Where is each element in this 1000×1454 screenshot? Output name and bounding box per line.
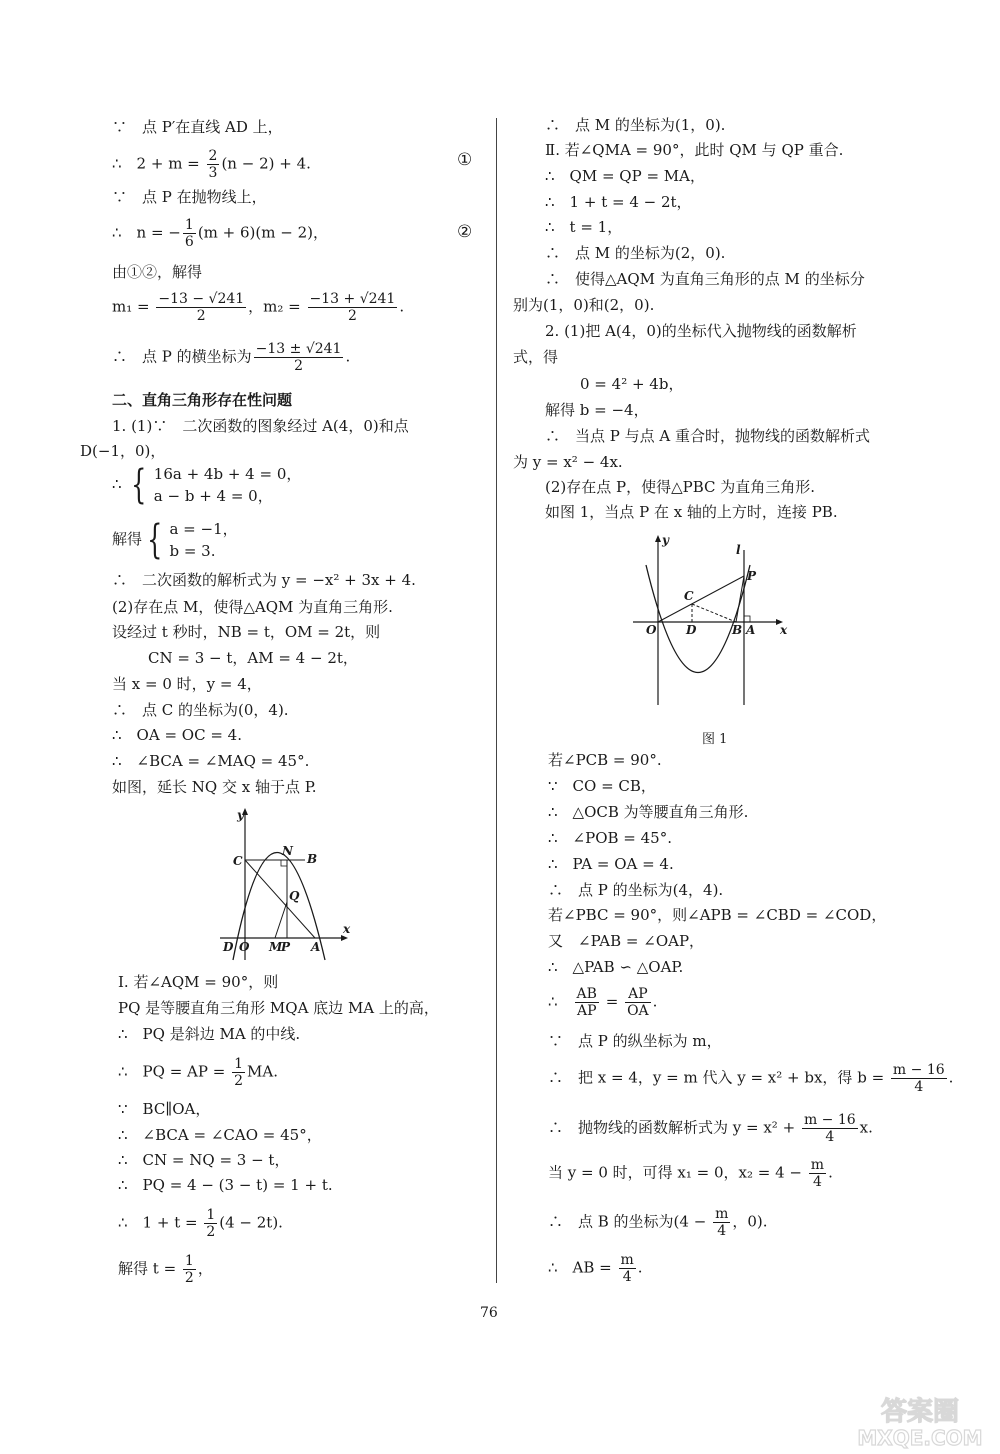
left-line-21: Ⅰ. 若∠AQM = 90°，则 xyxy=(118,973,279,991)
left-line-7: ∴ 点 P 的横坐标为 $\frac{-13 \pm √241}{2}$ . xyxy=(112,341,351,374)
right-line-29: ∴ 抛物线的函数解析式为 y = x² + $\frac{m - 16}{4}$ x. xyxy=(548,1112,873,1145)
left-line-4: ∴ n = − $\frac{1}{6}$ (m + 6)(m − 2)， xyxy=(112,217,328,250)
left-line-26: ∴ ∠BCA = ∠CAO = 45°， xyxy=(118,1126,322,1144)
left-parabola-figure xyxy=(215,805,355,965)
left-line-14: 设经过 t 秒时，NB = t，OM = 2t，则 xyxy=(112,623,381,641)
right-line-30: 当 y = 0 时，可得 x₁ = 0，x₂ = 4 − $\frac{m}{4}$ . xyxy=(548,1157,833,1190)
left-line-25: ∵ BC∥OA， xyxy=(118,1100,211,1118)
right-line-10: 式，得 xyxy=(513,348,559,366)
label-B: B xyxy=(732,623,743,637)
label-D: D xyxy=(686,623,697,637)
label-Q: Q xyxy=(289,889,300,903)
left-line-12: ∴ 二次函数的解析式为 y = −x² + 3x + 4. xyxy=(112,571,416,589)
right-line-28: ∴ 把 x = 4，y = m 代入 y = x² + bx，得 b = $\frac{m - 16}{4}$ . xyxy=(548,1062,954,1095)
label-l: l xyxy=(736,543,741,557)
left-line-30: 解得 t = $\frac{1}{2}$ ， xyxy=(118,1253,213,1286)
label-y: y xyxy=(237,808,244,822)
left-line-1: ∵ 点 P′在直线 AD 上， xyxy=(112,118,283,136)
label-y: y xyxy=(662,533,669,547)
right-line-31: ∴ 点 B 的坐标为(4 − $\frac{m}{4}$ ，0). xyxy=(548,1206,768,1239)
label-M: M xyxy=(269,940,283,954)
left-system-1: ∴ { 16a + 4b + 4 = 0， a − b + 4 = 0， xyxy=(112,462,302,508)
svg-text:答案圈: 答案圈 xyxy=(880,1397,960,1427)
right-line-22: ∴ 点 P 的坐标为(4，4). xyxy=(548,881,724,899)
label-P: P xyxy=(747,569,757,583)
left-line-27: ∴ CN = NQ = 3 − t， xyxy=(118,1151,290,1169)
right-line-12: 解得 b = −4， xyxy=(545,401,649,419)
equation-marker-1: ① xyxy=(457,150,473,170)
right-line-17: 若∠PCB = 90°. xyxy=(548,751,662,769)
equation-marker-2: ② xyxy=(457,222,473,242)
right-line-21: ∴ PA = OA = 4. xyxy=(548,855,674,873)
right-line-24: 又 ∠PAB = ∠OAP， xyxy=(548,932,705,950)
watermark-logo xyxy=(845,1390,995,1450)
label-A: A xyxy=(311,940,321,954)
page-number: 76 xyxy=(480,1305,498,1321)
left-system-2: 解得 { a = −1， b = 3. xyxy=(112,517,238,563)
figure-1-caption: 图 1 xyxy=(702,732,728,747)
right-line-20: ∴ ∠POB = 45°. xyxy=(548,829,672,847)
left-line-6: m₁ = $\frac{-13 - √241}{2}$ ，m₂ = $\frac{-13 + √241}{2}$ . xyxy=(112,291,405,324)
left-line-3: ∵ 点 P 在抛物线上， xyxy=(112,188,267,206)
left-line-24: ∴ PQ = AP = $\frac{1}{2}$ MA. xyxy=(118,1056,278,1089)
left-line-29: ∴ 1 + t = $\frac{1}{2}$ (4 − 2t). xyxy=(118,1207,283,1240)
right-line-8: 别为(1，0)和(2，0). xyxy=(513,296,655,314)
label-P: P xyxy=(281,940,291,954)
right-line-27: ∵ 点 P 的纵坐标为 m， xyxy=(548,1032,722,1050)
right-line-26: ∴ $\frac{AB}{AP}$ = $\frac{AP}{OA}$ . xyxy=(548,986,658,1019)
right-line-25: ∴ △PAB ∽ △OAP. xyxy=(548,958,684,976)
right-line-14: 为 y = x² − 4x. xyxy=(513,453,623,471)
left-line-19: ∴ ∠BCA = ∠MAQ = 45°. xyxy=(112,752,310,770)
label-A: A xyxy=(746,623,756,637)
right-line-11: 0 = 4² + 4b， xyxy=(580,375,684,393)
right-line-23: 若∠PBC = 90°，则∠APB = ∠CBD = ∠COD， xyxy=(548,906,887,924)
left-line-9: D(−1，0)， xyxy=(80,442,166,460)
label-B: B xyxy=(307,852,318,866)
left-line-17: ∴ 点 C 的坐标为(0，4). xyxy=(112,701,289,719)
right-parabola-figure xyxy=(628,530,798,710)
right-line-16: 如图 1，当点 P 在 x 轴的上方时，连接 PB. xyxy=(545,503,838,521)
label-O: O xyxy=(646,623,657,637)
svg-text:MXQE.COM: MXQE.COM xyxy=(857,1426,983,1450)
label-x: x xyxy=(343,922,351,936)
label-O: O xyxy=(239,940,250,954)
right-line-4: ∴ 1 + t = 4 − 2t， xyxy=(545,193,692,211)
right-line-13: ∴ 当点 P 与点 A 重合时，抛物线的函数解析式 xyxy=(545,427,870,445)
column-divider xyxy=(496,118,497,1283)
label-N: N xyxy=(282,844,293,858)
right-line-7: ∴ 使得△AQM 为直角三角形的点 M 的坐标分 xyxy=(545,270,865,288)
right-line-19: ∴ △OCB 为等腰直角三角形. xyxy=(548,803,749,821)
right-line-1: ∴ 点 M 的坐标为(1，0). xyxy=(545,116,726,134)
left-line-2: ∴ 2 + m = $\frac{2}{3}$ (n − 2) + 4. xyxy=(112,148,311,181)
left-line-18: ∴ OA = OC = 4. xyxy=(112,726,242,744)
left-line-22: PQ 是等腰直角三角形 MQA 底边 MA 上的高， xyxy=(118,999,439,1017)
right-line-9: 2. (1)把 A(4，0)的坐标代入抛物线的函数解析 xyxy=(545,322,857,340)
right-line-5: ∴ t = 1， xyxy=(545,218,623,236)
left-line-20: 如图，延长 NQ 交 x 轴于点 P. xyxy=(112,778,317,796)
right-line-3: ∴ QM = QP = MA， xyxy=(545,167,705,185)
left-line-28: ∴ PQ = 4 − (3 − t) = 1 + t. xyxy=(118,1176,333,1194)
right-line-18: ∵ CO = CB， xyxy=(548,777,656,795)
fraction: $\frac{2}{3}$ xyxy=(208,148,218,181)
right-line-15: (2)存在点 P，使得△PBC 为直角三角形. xyxy=(545,478,816,496)
left-line-13: (2)存在点 M，使得△AQM 为直角三角形. xyxy=(112,598,393,616)
left-line-8: 1. (1)∵ 二次函数的图象经过 A(4，0)和点 xyxy=(112,417,409,435)
left-line-5: 由①②，解得 xyxy=(112,263,203,281)
right-line-2: Ⅱ. 若∠QMA = 90°，此时 QM 与 QP 重合. xyxy=(545,141,844,159)
right-line-32: ∴ AB = $\frac{m}{4}$ . xyxy=(548,1252,643,1285)
left-line-23: ∴ PQ 是斜边 MA 的中线. xyxy=(118,1025,301,1043)
label-C: C xyxy=(684,589,694,603)
label-D: D xyxy=(223,940,234,954)
right-line-6: ∴ 点 M 的坐标为(2，0). xyxy=(545,244,726,262)
left-line-15: CN = 3 − t，AM = 4 − 2t， xyxy=(148,649,358,667)
left-line-16: 当 x = 0 时，y = 4， xyxy=(112,675,262,693)
label-C: C xyxy=(233,854,243,868)
label-x: x xyxy=(780,623,788,637)
section-heading: 二、直角三角形存在性问题 xyxy=(112,391,293,409)
